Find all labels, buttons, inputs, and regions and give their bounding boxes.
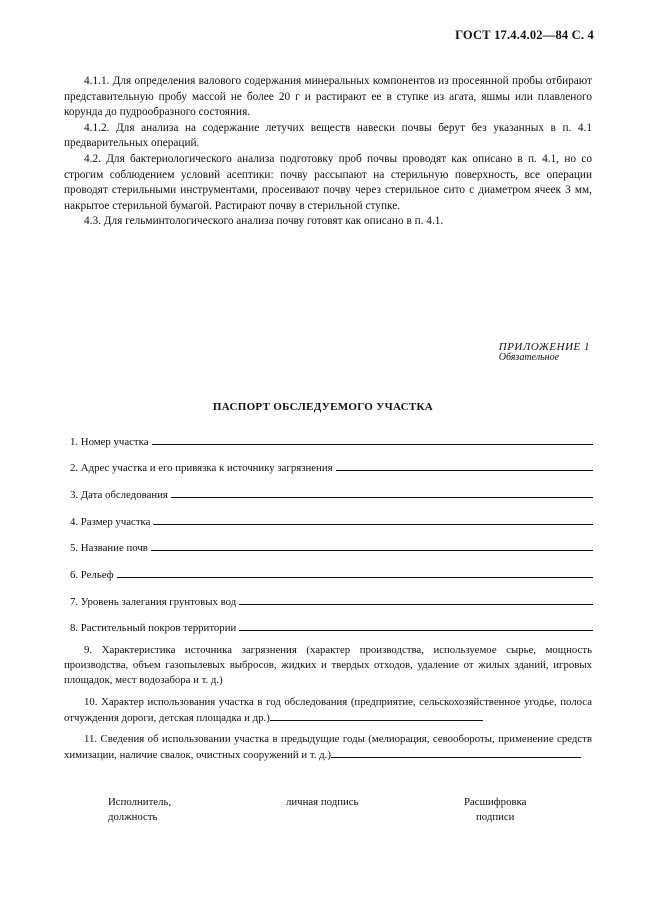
- paragraph-4-1-2: 4.1.2. Для анализа на содержание летучих веществ навески почвы берут без указанных в п. 4.1 предварительных операций.: [64, 121, 592, 150]
- decode-label: Расшифровка: [464, 796, 527, 808]
- field-label: 4. Размер участка: [70, 516, 151, 528]
- item-10-usage-current: [64, 695, 592, 726]
- page-header: ГОСТ 17.4.4.02—84 С. 4: [455, 28, 594, 42]
- signature-label: подписи: [475, 811, 515, 823]
- paragraph-4-2: 4.2. Для бактериологического анализа подготовку проб почвы проводят как описано в п. 4.1, но со строгим соблюдением условий асептики: почву рассыпают на стерильную поверхность, все операции проводят стерильными инструментами, просеивают почву через стерильное сито с диаметром ячеек 3 мм, накрытое стерильной бумагой. Растирают почву в стерильной ступке.: [64, 152, 592, 212]
- fill-line: [336, 470, 593, 471]
- field-plot-address: [70, 458, 593, 474]
- appendix-label: [499, 341, 590, 363]
- personal-signature-label: личная подпись: [286, 796, 359, 808]
- field-label: 3. Дата обследования: [70, 489, 168, 501]
- item-11-usage-previous: [64, 732, 592, 763]
- fill-line: [171, 497, 593, 498]
- fill-line: [331, 747, 581, 758]
- signature-personal: [286, 795, 358, 810]
- item-9-pollution-source: [64, 643, 592, 688]
- field-plot-size: [70, 512, 593, 528]
- field-plot-number: [70, 432, 593, 448]
- field-relief: [70, 565, 593, 581]
- field-label: 5. Название почв: [70, 542, 148, 554]
- appendix-status: Обязательное: [498, 352, 560, 363]
- fill-line: [239, 630, 593, 631]
- item-9-text: 9. Характеристика источника загрязнения (характер производства, используемое сырье, мощность производства, объем газопылевых выбросов, жидких и твердых отходов, удаление от жилых зданий, игровых площадок, мест водозабора и т. д.): [64, 644, 592, 686]
- field-label: 7. Уровень залегания грунтовых вод: [70, 596, 237, 608]
- field-groundwater-level: [70, 592, 593, 608]
- signature-decode: [464, 795, 526, 825]
- fill-line: [153, 524, 593, 525]
- executor-label: Исполнитель,: [108, 796, 172, 808]
- field-label: 8. Растительный покров территории: [70, 622, 237, 634]
- fill-line: [270, 710, 483, 721]
- field-vegetation: [70, 618, 593, 634]
- paragraph-4-1-1: 4.1.1. Для определения валового содержания минеральных компонентов из просеянной пробы отбирают представительную пробу массой не более 20 г и растирают ее в ступке из агата, яшмы или плавленого корунда до пудрообразного состояния.: [64, 75, 592, 119]
- signature-executor: [108, 795, 171, 825]
- fill-line: [151, 550, 593, 551]
- paragraph-4-3: 4.3. Для гельминтологического анализа почву готовят как описано в п. 4.1.: [84, 215, 444, 228]
- fill-line: [117, 577, 593, 578]
- field-label: 1. Номер участка: [70, 436, 149, 448]
- field-soil-name: [70, 538, 593, 554]
- item-10-text: 10. Характер использования участка в год обследования (предприятие, сельскохозяйственное угодье, полоса отчуждения дороги, детская площадка и др.): [64, 696, 592, 724]
- field-label: 6. Рельеф: [70, 569, 114, 581]
- passport-title: ПАСПОРТ ОБСЛЕДУЕМОГО УЧАСТКА: [212, 401, 434, 413]
- fill-line: [152, 444, 593, 445]
- field-survey-date: [70, 485, 593, 501]
- position-label: должность: [108, 811, 158, 823]
- body-text: [64, 74, 592, 230]
- item-11-text: 11. Сведения об использовании участка в предыдущие годы (мелиорация, севообороты, применение средств химизации, наличие свалок, очистных сооружений и т. д.): [64, 733, 592, 761]
- fill-line: [239, 604, 593, 605]
- appendix-title: ПРИЛОЖЕНИЕ 1: [498, 341, 590, 353]
- field-label: 2. Адрес участка и его привязка к источнику загрязнения: [70, 462, 333, 474]
